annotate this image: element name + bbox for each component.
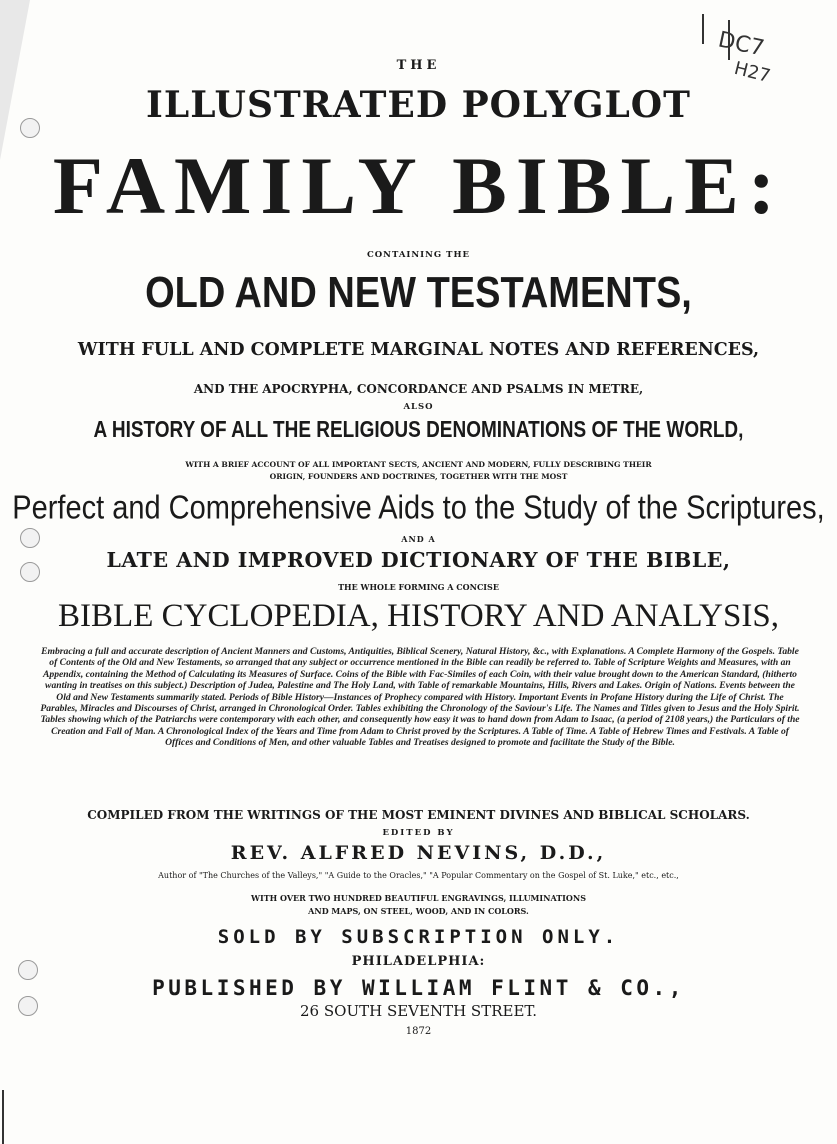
testaments-heading: OLD AND NEW TESTAMENTS, bbox=[145, 268, 692, 318]
city-line: PHILADELPHIA: bbox=[351, 954, 486, 969]
containing-label: CONTAINING THE bbox=[367, 250, 470, 260]
engravings-line-2: AND MAPS, ON STEEL, WOOD, AND IN COLORS. bbox=[308, 906, 529, 916]
marginal-notes-line: WITH FULL AND COMPLETE MARGINAL NOTES AND REFERENCES, bbox=[77, 340, 760, 360]
margin-mark bbox=[2, 1090, 4, 1144]
dictionary-heading: LATE AND IMPROVED DICTIONARY OF THE BIBLE, bbox=[106, 548, 731, 572]
illustrated-polyglot-title: ILLUSTRATED POLYGLOT bbox=[146, 84, 691, 126]
whole-forming-label: THE WHOLE FORMING A CONCISE bbox=[338, 582, 499, 592]
publication-year: 1872 bbox=[405, 1026, 432, 1037]
compiled-line: COMPILED FROM THE WRITINGS OF THE MOST EMINENT DIVINES AND BIBLICAL SCHOLARS. bbox=[87, 808, 750, 822]
apocrypha-line: AND THE APOCRYPHA, CONCORDANCE AND PSALMS IN METRE, bbox=[193, 382, 644, 396]
edited-by-label: EDITED BY bbox=[382, 828, 455, 838]
address-line: 26 SOUTH SEVENTH STREET. bbox=[300, 1002, 537, 1020]
comprehensive-aids-heading: Perfect and Comprehensive Aids to the Study of the Scriptures, bbox=[12, 489, 825, 527]
the-label: THE bbox=[396, 58, 441, 73]
cyclopedia-heading: BIBLE CYCLOPEDIA, HISTORY AND ANALYSIS, bbox=[58, 598, 779, 634]
and-a-label: AND A bbox=[401, 534, 436, 544]
editor-name: REV. ALFRED NEVINS, D.D., bbox=[230, 842, 607, 864]
brief-account-line-2: ORIGIN, FOUNDERS AND DOCTRINES, TOGETHER WITH THE MOST bbox=[269, 472, 568, 481]
family-bible-title: FAMILY BIBLE: bbox=[52, 140, 785, 231]
also-label: ALSO bbox=[403, 402, 434, 412]
handwritten-call-number: DC7 H27 bbox=[716, 28, 806, 88]
editor-works: Author of "The Churches of the Valleys," "A Guide to the Oracles," "A Popular Commentary on the Gospel of St. Luke," etc., etc., bbox=[158, 871, 679, 880]
contents-description: Embracing a full and accurate description of Ancient Manners and Customs, Antiquities, Biblical Scenery, Natural History, &c., with Explanations. A Complete Harmony of the Gospels. Table of Contents of the Old and New Testaments, so arranged that any subject or occurrence mentioned in the Bible can readily be referred to. Table of Scripture Weights and Measures, with an Appendix, containing the Method of Calculating its Measures of Surface. Coins of the Bible with Fac-Similes of each Coin, with their value brought down to the American Standard, (hitherto wanting in treatises on this subject.) Description of Judea, Palestine and The Holy Land, with Table of remarkable Mountains, Hills, Rivers and Lakes. Origin of Nations. Events between the Old and New Testaments summarily stated. Periods of Bible History—Instances of Prophecy compared with History. Important Events in Profane History during the Life of Christ. The Parables, Miracles and Discourses of Christ, arranged in Chronological Order. Tables exhibiting the Chronology of the Saviour's Life. The Names and Titles given to Jesus and the Holy Spirit. Tables showing which of the Patriarchs were contemporary with each other, and consequently how easy it was to hand down from Adam to Isaac, (a period of 2108 years,) the Particulars of the Creation and Fall of Man. A Chronological Index of the Years and Time from Adam to Christ proved by the Scriptures. A Table of Time. A Table of Hebrew Times and Festivals. A Table of Offices and Conditions of Men, and other valuable Tables and Treatises designed to promote and facilitate the Study of the Bible. bbox=[40, 646, 800, 749]
history-heading: A HISTORY OF ALL THE RELIGIOUS DENOMINATIONS OF THE WORLD, bbox=[93, 417, 744, 443]
subscription-line: SOLD BY SUBSCRIPTION ONLY. bbox=[217, 926, 620, 948]
engravings-line-1: WITH OVER TWO HUNDRED BEAUTIFUL ENGRAVINGS, ILLUMINATIONS bbox=[251, 893, 586, 903]
brief-account-line-1: WITH A BRIEF ACCOUNT OF ALL IMPORTANT SECTS, ANCIENT AND MODERN, FULLY DESCRIBING THEIR bbox=[185, 460, 652, 469]
publisher-line: PUBLISHED BY WILLIAM FLINT & CO., bbox=[152, 976, 685, 1000]
